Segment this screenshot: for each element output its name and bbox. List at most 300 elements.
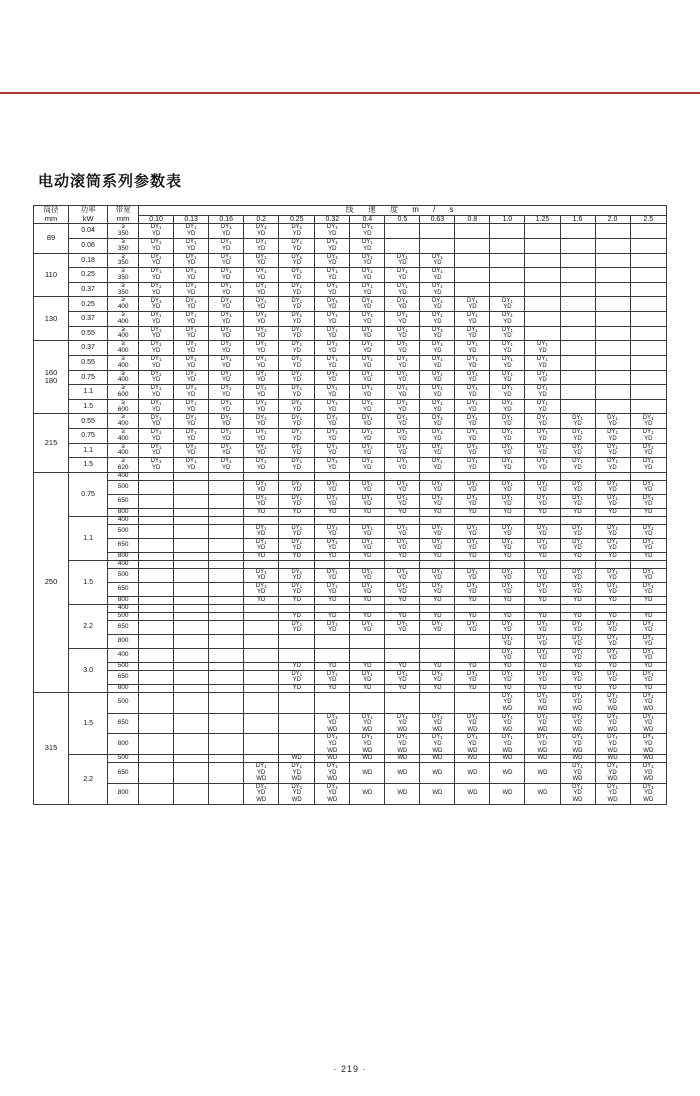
cell-model: $DY_1$ YD: [279, 312, 315, 327]
cell-model: $DY_1$ YD: [350, 385, 385, 400]
cell-model: $DY_1$ YD: [595, 538, 630, 552]
cell-model: [560, 385, 595, 400]
cell-model: $DY_1$ YD: [455, 524, 490, 538]
cell-power: 1.5: [69, 399, 108, 414]
cell-model: $DY_1$ YD: [525, 480, 560, 494]
cell-model: [630, 312, 666, 327]
cell-model: YD: [560, 663, 595, 671]
cell-model: $DY_1$ YD: [244, 582, 279, 596]
cell-power: 0.18: [69, 253, 108, 268]
cell-belt-width: ≥ 600: [108, 385, 139, 400]
cell-model: $DY_1$ YD: [279, 268, 315, 283]
header-speed-tick: 2.0: [595, 215, 630, 224]
cell-model: $DY_1$ YD: [139, 268, 174, 283]
cell-model: $DY_1$ YD WD: [560, 713, 595, 734]
cell-model: $DY_1$ YD: [455, 297, 490, 312]
table-row: [34, 685, 667, 693]
cell-model: [139, 509, 174, 517]
table-head: [34, 206, 667, 224]
cell-model: $DY_1$ YD: [420, 253, 455, 268]
cell-model: $DY_1$ YD WD: [244, 763, 279, 784]
cell-model: $DY_1$ YD: [315, 297, 350, 312]
cell-model: $DY_1$ YD: [315, 355, 350, 370]
cell-model: WD: [525, 755, 560, 763]
cell-power: 0.25: [69, 268, 108, 283]
cell-model: WD: [525, 763, 560, 784]
cell-model: $DY_1$ YD WD: [244, 783, 279, 804]
cell-model: $DY_1$ YD: [139, 414, 174, 429]
table-row: [34, 620, 667, 634]
cell-model: [630, 399, 666, 414]
cell-belt-width: 400: [108, 516, 139, 524]
cell-model: $DY_1$ YD WD: [490, 692, 525, 713]
cell-model: [209, 763, 244, 784]
cell-model: [490, 282, 525, 297]
cell-model: $DY_1$ YD: [209, 458, 244, 473]
cell-model: [174, 620, 209, 634]
cell-model: $DY_1$ YD: [630, 524, 666, 538]
cell-model: WD: [279, 755, 315, 763]
cell-model: $DY_1$ YD: [525, 429, 560, 444]
cell-model: [560, 253, 595, 268]
cell-model: $DY_1$ YD: [350, 355, 385, 370]
cell-model: [560, 341, 595, 356]
table-row: [34, 326, 667, 341]
cell-model: YD: [279, 553, 315, 561]
cell-model: $DY_1$ YD: [174, 399, 209, 414]
cell-model: $DY_1$ YD: [525, 582, 560, 596]
cell-model: [595, 326, 630, 341]
cell-model: $DY_1$ YD: [139, 297, 174, 312]
cell-model: $DY_1$ YD: [525, 648, 560, 662]
cell-model: [139, 663, 174, 671]
cell-model: $DY_1$ YD: [139, 443, 174, 458]
cell-belt-width: ≥ 400: [108, 312, 139, 327]
cell-model: YD: [315, 685, 350, 693]
cell-model: YD: [630, 685, 666, 693]
cell-model: $DY_1$ YD WD: [630, 783, 666, 804]
cell-model: $DY_1$ YD: [525, 634, 560, 648]
header-speed-tick: 1.25: [525, 215, 560, 224]
cell-model: $DY_1$ YD: [560, 429, 595, 444]
cell-model: $DY_1$ YD: [174, 414, 209, 429]
cell-belt-width: 800: [108, 634, 139, 648]
cell-model: $DY_1$ YD: [350, 341, 385, 356]
cell-model: [560, 516, 595, 524]
cell-model: $DY_1$ YD WD: [350, 734, 385, 755]
header-speed-tick: 0.25: [279, 215, 315, 224]
cell-model: $DY_1$ YD: [279, 355, 315, 370]
cell-model: YD: [455, 553, 490, 561]
cell-model: YD: [279, 685, 315, 693]
table-row: [34, 238, 667, 253]
cell-model: [174, 509, 209, 517]
cell-model: $DY_1$ YD: [385, 355, 420, 370]
cell-model: $DY_1$ YD: [315, 458, 350, 473]
cell-model: $DY_1$ YD: [385, 429, 420, 444]
cell-belt-width: 800: [108, 685, 139, 693]
cell-model: [209, 692, 244, 713]
cell-model: [455, 472, 490, 480]
cell-model: [139, 516, 174, 524]
cell-model: YD: [595, 612, 630, 620]
cell-model: [174, 524, 209, 538]
cell-model: YD: [490, 509, 525, 517]
header-speed-tick: 0.32: [315, 215, 350, 224]
cell-model: $DY_1$ YD: [350, 399, 385, 414]
cell-diameter: 89: [34, 224, 69, 253]
cell-model: [455, 253, 490, 268]
table-row: [34, 370, 667, 385]
cell-model: $DY_1$ YD: [385, 312, 420, 327]
cell-model: [244, 663, 279, 671]
cell-model: [279, 713, 315, 734]
cell-model: [139, 538, 174, 552]
cell-model: $DY_1$ YD: [244, 238, 279, 253]
cell-model: [174, 494, 209, 508]
cell-model: $DY_1$ YD: [385, 385, 420, 400]
cell-belt-width: ≥ 350: [108, 268, 139, 283]
cell-model: WD: [490, 763, 525, 784]
cell-model: YD: [595, 509, 630, 517]
cell-model: $DY_1$ YD WD: [315, 783, 350, 804]
cell-model: [139, 524, 174, 538]
cell-model: $DY_1$ YD WD: [525, 734, 560, 755]
cell-model: [174, 582, 209, 596]
cell-model: [244, 472, 279, 480]
cell-model: $DY_1$ YD: [279, 458, 315, 473]
table-row: [34, 224, 667, 239]
cell-belt-width: 650: [108, 582, 139, 596]
cell-model: [630, 253, 666, 268]
cell-model: [209, 509, 244, 517]
cell-model: $DY_1$ YD: [490, 494, 525, 508]
table-row: [34, 480, 667, 494]
table-row: [34, 612, 667, 620]
cell-model: [455, 282, 490, 297]
cell-model: [420, 472, 455, 480]
cell-model: $DY_1$ YD: [385, 524, 420, 538]
cell-model: [350, 560, 385, 568]
cell-model: [455, 560, 490, 568]
cell-model: [315, 648, 350, 662]
cell-model: WD: [420, 763, 455, 784]
cell-model: $DY_1$ YD: [279, 297, 315, 312]
cell-model: $DY_1$ YD: [595, 648, 630, 662]
cell-model: $DY_1$ YD: [420, 582, 455, 596]
cell-model: $DY_1$ YD: [209, 341, 244, 356]
cell-model: YD: [455, 509, 490, 517]
cell-model: YD: [630, 509, 666, 517]
table-row: [34, 755, 667, 763]
cell-diameter: 130: [34, 297, 69, 341]
cell-model: $DY_1$ YD: [490, 312, 525, 327]
cell-model: [209, 663, 244, 671]
cell-model: [455, 516, 490, 524]
cell-belt-width: ≥ 400: [108, 297, 139, 312]
header-speed-tick: 0.10: [139, 215, 174, 224]
parameters-table-wrapper: [33, 205, 667, 805]
cell-belt-width: ≥ 400: [108, 341, 139, 356]
cell-model: $DY_1$ YD: [385, 568, 420, 582]
cell-model: $DY_1$ YD: [630, 429, 666, 444]
cell-model: [209, 516, 244, 524]
cell-model: $DY_1$ YD: [315, 224, 350, 239]
cell-model: $DY_1$ YD: [244, 341, 279, 356]
cell-model: $DY_1$ YD: [315, 538, 350, 552]
table-row: [34, 399, 667, 414]
cell-model: $DY_1$ YD WD: [350, 713, 385, 734]
cell-model: $DY_1$ YD: [244, 494, 279, 508]
cell-model: [279, 516, 315, 524]
cell-model: $DY_1$ YD: [209, 297, 244, 312]
cell-model: $DY_1$ YD: [525, 538, 560, 552]
cell-model: $DY_1$ YD WD: [560, 734, 595, 755]
cell-belt-width: 500: [108, 612, 139, 620]
table-row: [34, 524, 667, 538]
cell-model: YD: [350, 663, 385, 671]
cell-model: $DY_1$ YD: [209, 268, 244, 283]
cell-model: [139, 620, 174, 634]
cell-belt-width: ≥ 620: [108, 458, 139, 473]
cell-model: $DY_1$ YD: [560, 458, 595, 473]
cell-model: YD: [525, 597, 560, 605]
cell-model: $DY_1$ YD: [455, 370, 490, 385]
cell-model: $DY_1$ YD: [490, 620, 525, 634]
cell-model: $DY_1$ YD: [174, 341, 209, 356]
cell-model: [560, 312, 595, 327]
cell-model: $DY_1$ YD: [630, 494, 666, 508]
cell-model: $DY_1$ YD WD: [630, 763, 666, 784]
cell-model: $DY_1$ YD: [385, 538, 420, 552]
cell-model: [139, 560, 174, 568]
cell-power: 0.55: [69, 355, 108, 370]
cell-model: WD: [420, 755, 455, 763]
cell-model: $DY_1$ YD: [560, 538, 595, 552]
cell-model: [350, 516, 385, 524]
cell-model: YD: [420, 597, 455, 605]
cell-model: $DY_1$ YD: [490, 538, 525, 552]
cell-model: $DY_1$ YD: [420, 524, 455, 538]
cell-model: [525, 268, 560, 283]
cell-model: [139, 597, 174, 605]
cell-model: $DY_1$ YD: [244, 282, 279, 297]
cell-model: $DY_1$ YD: [455, 480, 490, 494]
cell-model: [139, 604, 174, 612]
cell-model: $DY_1$ YD: [350, 524, 385, 538]
cell-model: $DY_1$ YD: [279, 670, 315, 684]
cell-belt-width: 500: [108, 524, 139, 538]
cell-model: WD: [455, 755, 490, 763]
cell-model: YD: [315, 597, 350, 605]
cell-model: [139, 568, 174, 582]
cell-model: $DY_1$ YD: [560, 480, 595, 494]
cell-model: [630, 516, 666, 524]
cell-model: [244, 620, 279, 634]
cell-model: $DY_1$ YD: [455, 582, 490, 596]
cell-model: $DY_1$ YD: [350, 370, 385, 385]
cell-model: [209, 648, 244, 662]
cell-model: $DY_1$ YD WD: [279, 783, 315, 804]
cell-model: [209, 620, 244, 634]
cell-model: $DY_1$ YD: [315, 480, 350, 494]
cell-diameter: 110: [34, 253, 69, 297]
cell-model: $DY_1$ YD: [139, 238, 174, 253]
cell-model: [630, 282, 666, 297]
cell-model: $DY_1$ YD: [315, 399, 350, 414]
cell-model: [209, 634, 244, 648]
cell-model: WD: [560, 755, 595, 763]
cell-model: [420, 648, 455, 662]
cell-model: YD: [279, 612, 315, 620]
cell-model: $DY_1$ YD WD: [595, 713, 630, 734]
cell-model: $DY_1$ YD: [315, 385, 350, 400]
cell-model: $DY_1$ YD: [525, 670, 560, 684]
header-speed-tick: 0.4: [350, 215, 385, 224]
cell-model: $DY_1$ YD: [525, 414, 560, 429]
cell-model: [174, 692, 209, 713]
cell-model: [630, 326, 666, 341]
cell-model: [595, 224, 630, 239]
cell-model: $DY_1$ YD: [490, 634, 525, 648]
cell-belt-width: ≥ 400: [108, 370, 139, 385]
cell-model: [139, 670, 174, 684]
cell-model: $DY_1$ YD: [560, 648, 595, 662]
cell-model: YD: [385, 685, 420, 693]
cell-model: $DY_1$ YD: [595, 670, 630, 684]
cell-model: [139, 494, 174, 508]
cell-model: $DY_1$ YD: [385, 326, 420, 341]
cell-model: [560, 399, 595, 414]
cell-model: YD: [595, 685, 630, 693]
cell-model: [315, 604, 350, 612]
cell-model: [139, 582, 174, 596]
cell-belt-width: 650: [108, 620, 139, 634]
cell-model: $DY_1$ YD: [525, 494, 560, 508]
cell-model: $DY_1$ YD WD: [315, 763, 350, 784]
cell-model: $DY_1$ YD: [455, 568, 490, 582]
cell-model: YD: [595, 597, 630, 605]
cell-belt-width: ≥ 400: [108, 443, 139, 458]
cell-model: YD: [350, 685, 385, 693]
cell-model: [560, 370, 595, 385]
cell-model: $DY_1$ YD: [315, 443, 350, 458]
header-speed-group: 线 速 度 m / s: [139, 206, 667, 216]
cell-model: $DY_1$ YD: [174, 297, 209, 312]
cell-model: $DY_1$ YD WD: [630, 734, 666, 755]
cell-model: $DY_1$ YD: [490, 443, 525, 458]
cell-model: $DY_1$ YD: [630, 568, 666, 582]
cell-model: $DY_1$ YD: [385, 268, 420, 283]
cell-model: $DY_1$ YD: [455, 620, 490, 634]
cell-model: $DY_1$ YD: [279, 341, 315, 356]
cell-model: $DY_1$ YD: [315, 253, 350, 268]
cell-model: $DY_1$ YD: [174, 370, 209, 385]
header-speed-tick: 1.6: [560, 215, 595, 224]
cell-model: $DY_1$ YD: [139, 224, 174, 239]
cell-model: [139, 553, 174, 561]
cell-model: [560, 282, 595, 297]
cell-model: [420, 692, 455, 713]
cell-model: [490, 268, 525, 283]
cell-model: [139, 480, 174, 494]
cell-model: [560, 268, 595, 283]
cell-model: [595, 472, 630, 480]
cell-model: $DY_1$ YD WD: [455, 713, 490, 734]
cell-model: $DY_1$ YD: [139, 312, 174, 327]
cell-model: $DY_1$ YD: [630, 582, 666, 596]
cell-model: [455, 634, 490, 648]
cell-model: $DY_1$ YD: [279, 568, 315, 582]
cell-model: $DY_1$ YD: [244, 268, 279, 283]
cell-model: [244, 516, 279, 524]
cell-model: [139, 783, 174, 804]
cell-model: [525, 312, 560, 327]
cell-model: $DY_1$ YD: [525, 524, 560, 538]
cell-model: $DY_1$ YD: [420, 568, 455, 582]
cell-model: $DY_1$ YD WD: [595, 763, 630, 784]
cell-model: $DY_1$ YD: [385, 370, 420, 385]
cell-model: [139, 763, 174, 784]
table-row: [34, 783, 667, 804]
cell-belt-width: 400: [108, 604, 139, 612]
table-row: [34, 268, 667, 283]
cell-model: [174, 612, 209, 620]
cell-model: YD: [560, 597, 595, 605]
cell-model: $DY_1$ YD: [244, 355, 279, 370]
cell-power: 2.2: [69, 604, 108, 648]
cell-model: $DY_1$ YD: [455, 341, 490, 356]
cell-model: $DY_1$ YD: [315, 568, 350, 582]
cell-model: $DY_1$ YD: [525, 443, 560, 458]
cell-model: [209, 734, 244, 755]
cell-belt-width: 500: [108, 692, 139, 713]
cell-model: YD: [455, 685, 490, 693]
cell-power: 0.75: [69, 429, 108, 444]
cell-model: $DY_1$ YD: [315, 414, 350, 429]
cell-model: YD: [525, 509, 560, 517]
cell-model: YD: [525, 612, 560, 620]
cell-model: $DY_1$ YD: [420, 297, 455, 312]
header-belt-width-line2: mm: [116, 213, 130, 223]
cell-model: [244, 612, 279, 620]
cell-model: $DY_1$ YD: [420, 341, 455, 356]
cell-model: $DY_1$ YD: [244, 443, 279, 458]
cell-model: [244, 560, 279, 568]
cell-model: $DY_1$ YD: [279, 524, 315, 538]
cell-model: $DY_1$ YD: [279, 326, 315, 341]
cell-model: [139, 612, 174, 620]
cell-model: [595, 399, 630, 414]
cell-model: [595, 604, 630, 612]
cell-model: $DY_1$ YD: [525, 399, 560, 414]
table-row: [34, 312, 667, 327]
cell-model: [595, 385, 630, 400]
cell-model: $DY_1$ YD: [630, 670, 666, 684]
cell-model: $DY_1$ YD: [385, 282, 420, 297]
header-power-line2: kW: [82, 213, 94, 223]
cell-model: YD: [595, 553, 630, 561]
cell-model: [174, 783, 209, 804]
cell-model: $DY_1$ YD: [525, 341, 560, 356]
cell-model: YD: [350, 612, 385, 620]
cell-model: YD: [385, 663, 420, 671]
cell-model: [174, 685, 209, 693]
cell-model: $DY_1$ YD: [490, 429, 525, 444]
cell-diameter: 315: [34, 692, 69, 804]
cell-belt-width: ≥ 350: [108, 238, 139, 253]
cell-model: $DY_1$ YD: [350, 480, 385, 494]
